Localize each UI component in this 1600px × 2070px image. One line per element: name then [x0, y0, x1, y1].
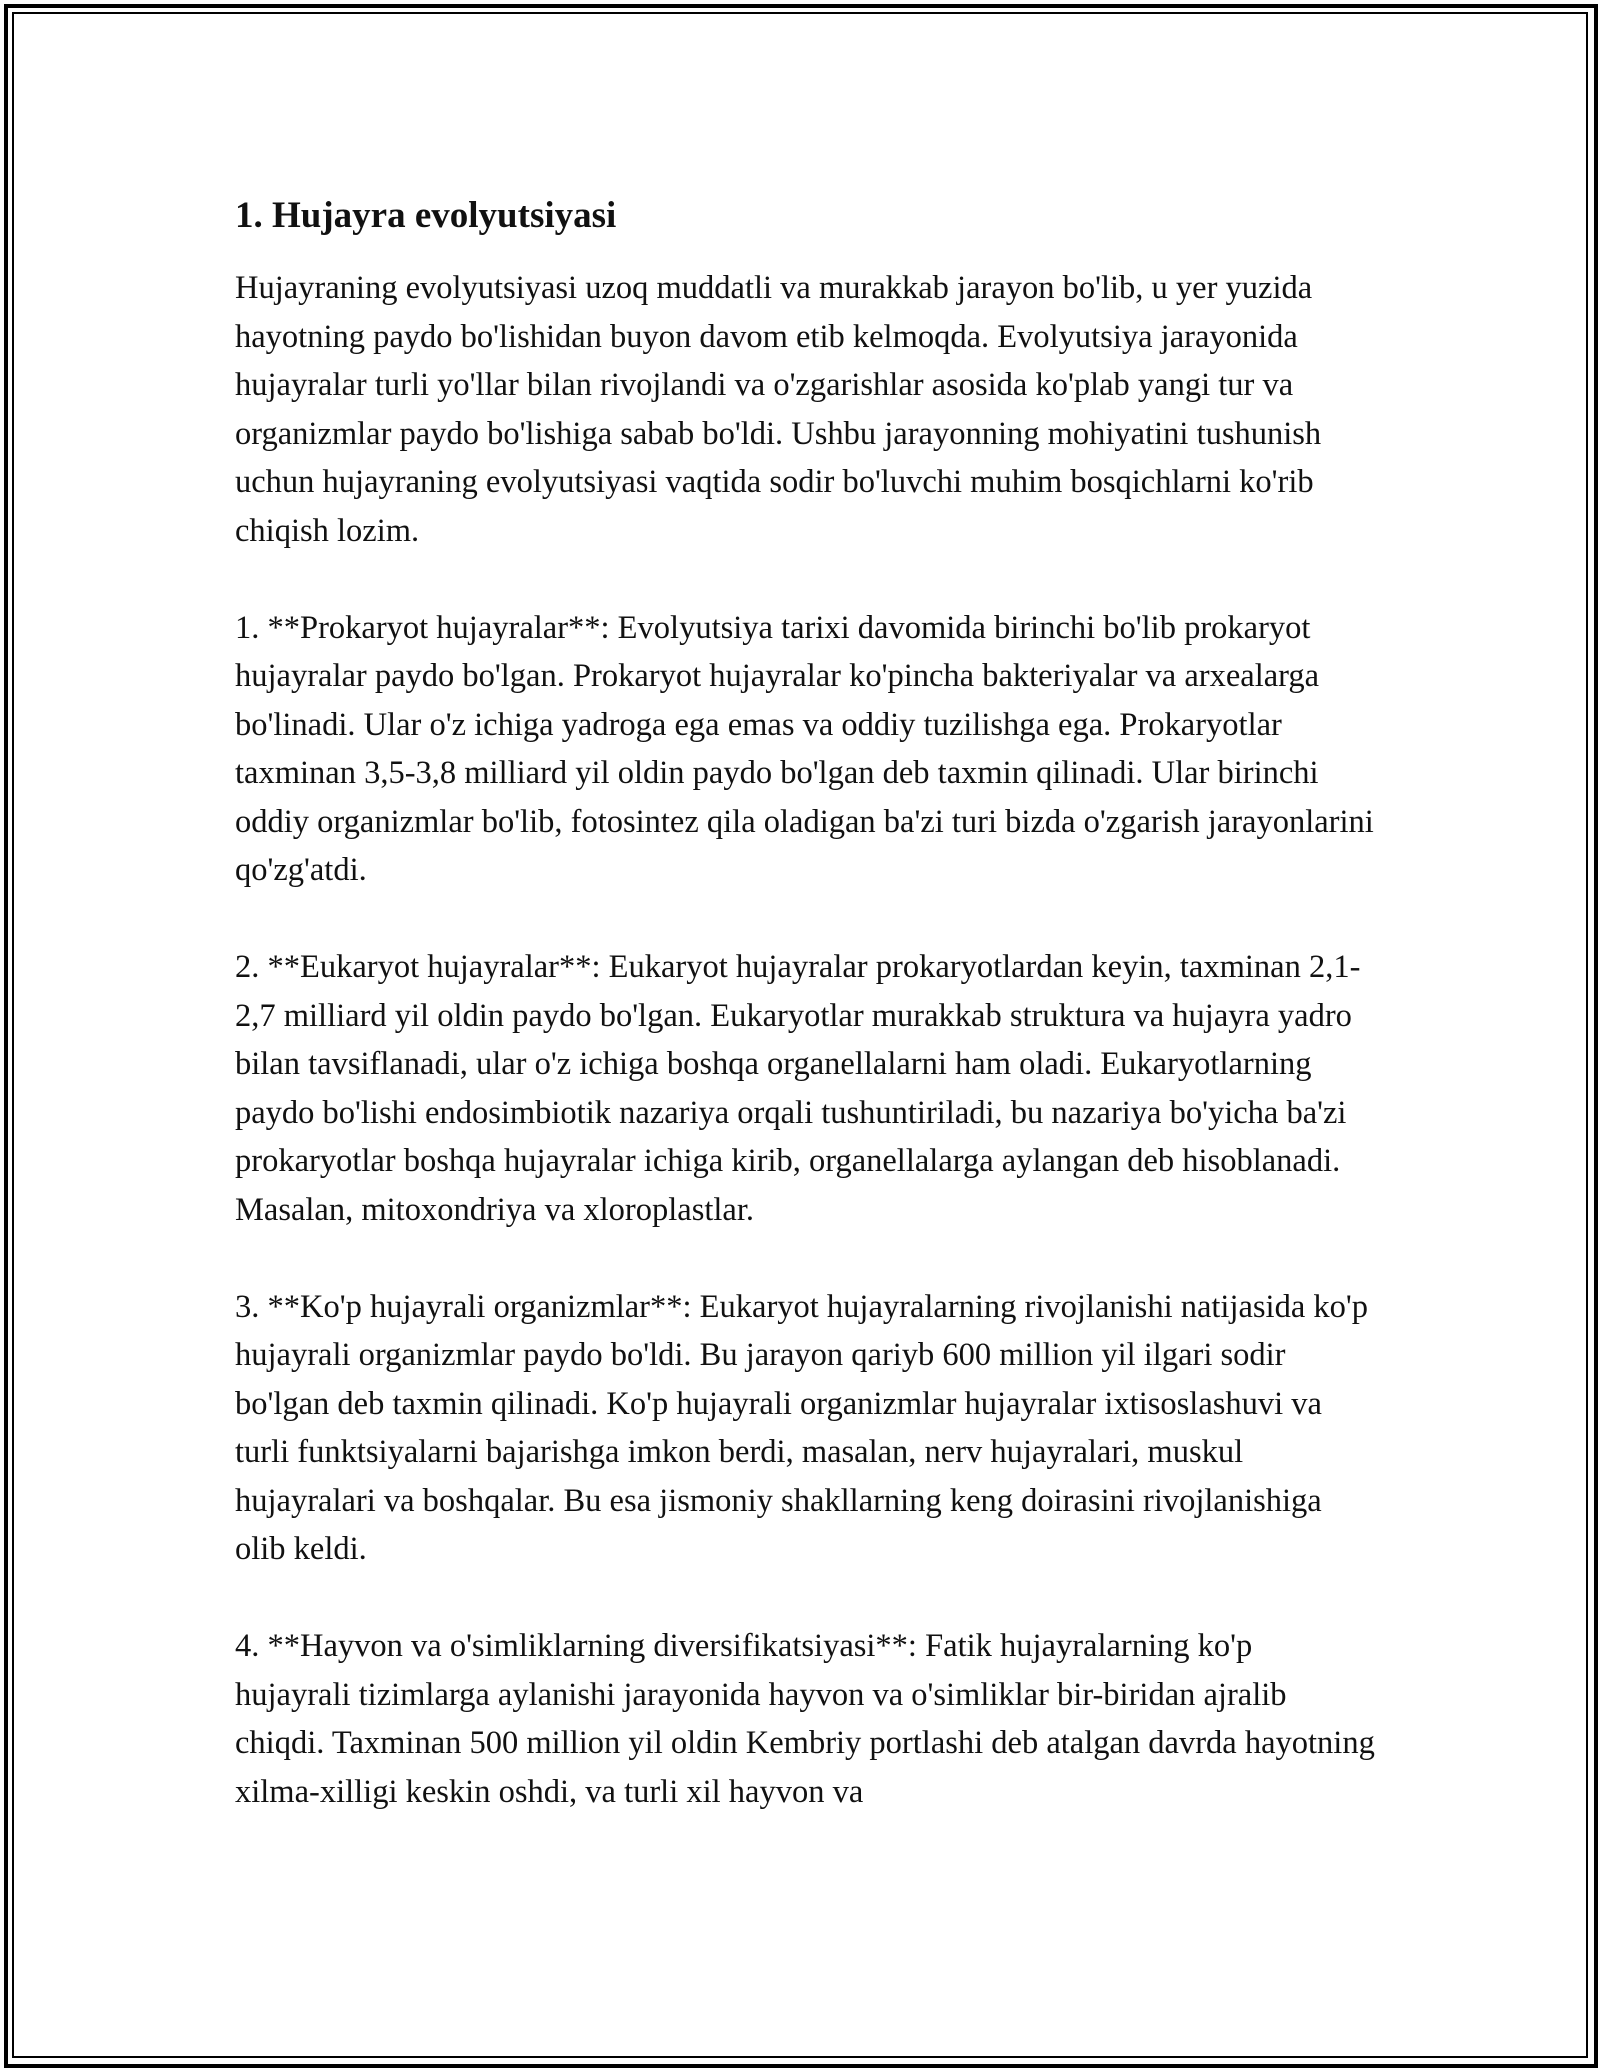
paragraph-diversification: 4. **Hayvon va o'simliklarning diversifikatsiyasi**: Fatik hujayralarning ko'p hujayrali tizimlarga aylanishi jarayonida hayvon va o'simliklar bir-biridan ajralib chiqdi. Taxminan 500 million yil oldin Kembriy portlashi deb atalgan davrda hayotning xilma-xilligi keskin oshdi, va turli xil hayvon va: [235, 1628, 1375, 1810]
intro-paragraph: Hujayraning evolyutsiyasi uzoq muddatli va murakkab jarayon bo'lib, u yer yuzida hayotning paydo bo'lishidan buyon davom etib kelmoqda. Evolyutsiya jarayonida hujayralar turli yo'llar bilan rivojlandi va o'zgarishlar asosida ko'plab yangi tur va organizmlar paydo bo'lishiga sabab bo'ldi. Ushbu jarayonning mohiyatini tushunish uchun hujayraning evolyutsiyasi vaqtida sodir bo'luvchi muhim bosqichlarni ko'rib chiqish lozim.: [235, 270, 1322, 549]
paragraph-prokaryot: 1. **Prokaryot hujayralar**: Evolyutsiya tarixi davomida birinchi bo'lib prokaryot hujayralar paydo bo'lgan. Prokaryot hujayralar ko'pincha bakteriyalar va arxealarga bo'linadi. Ular o'z ichiga yadroga ega emas va oddiy tuzilishga ega. Prokaryotlar taxminan 3,5-3,8 milliard yil oldin paydo bo'lgan deb taxmin qilinadi. Ular birinchi oddiy organizmlar bo'lib, fotosintez qila oladigan ba'zi turi bizda o'zgarish jarayonlarini qo'zg'atdi.: [235, 609, 1374, 888]
section-heading: 1. Hujayra evolyutsiyasi: [235, 195, 617, 236]
document-page: [235, 188, 1375, 1865]
paragraph-multicellular: 3. **Ko'p hujayrali organizmlar**: Eukaryot hujayralarning rivojlanishi natijasida ko'p hujayrali organizmlar paydo bo'ldi. Bu jarayon qariyb 600 million yil ilgari sodir bo'lgan deb taxmin qilinadi. Ko'p hujayrali organizmlar hujayralar ixtisoslashuvi va turli funktsiyalarni bajarishga imkon berdi, masalan, nerv hujayralari, muskul hujayralari va boshqalar. Bu esa jismoniy shakllarning keng doirasini rivojlanishiga olib keldi.: [235, 1288, 1368, 1567]
paragraph-eukaryot: 2. **Eukaryot hujayralar**: Eukaryot hujayralar prokaryotlardan keyin, taxminan 2,1-2,7 milliard yil oldin paydo bo'lgan. Eukaryotlar murakkab struktura va hujayra yadro bilan tavsiflanadi, ular o'z ichiga boshqa organellalarni ham oladi. Eukaryotlarning paydo bo'lishi endosimbiotik nazariya orqali tushuntiriladi, bu nazariya bo'yicha ba'zi prokaryotlar boshqa hujayralar ichiga kirib, organellalarga aylangan deb hisoblanadi. Masalan, mitoxondriya va xloroplastlar.: [235, 949, 1361, 1228]
